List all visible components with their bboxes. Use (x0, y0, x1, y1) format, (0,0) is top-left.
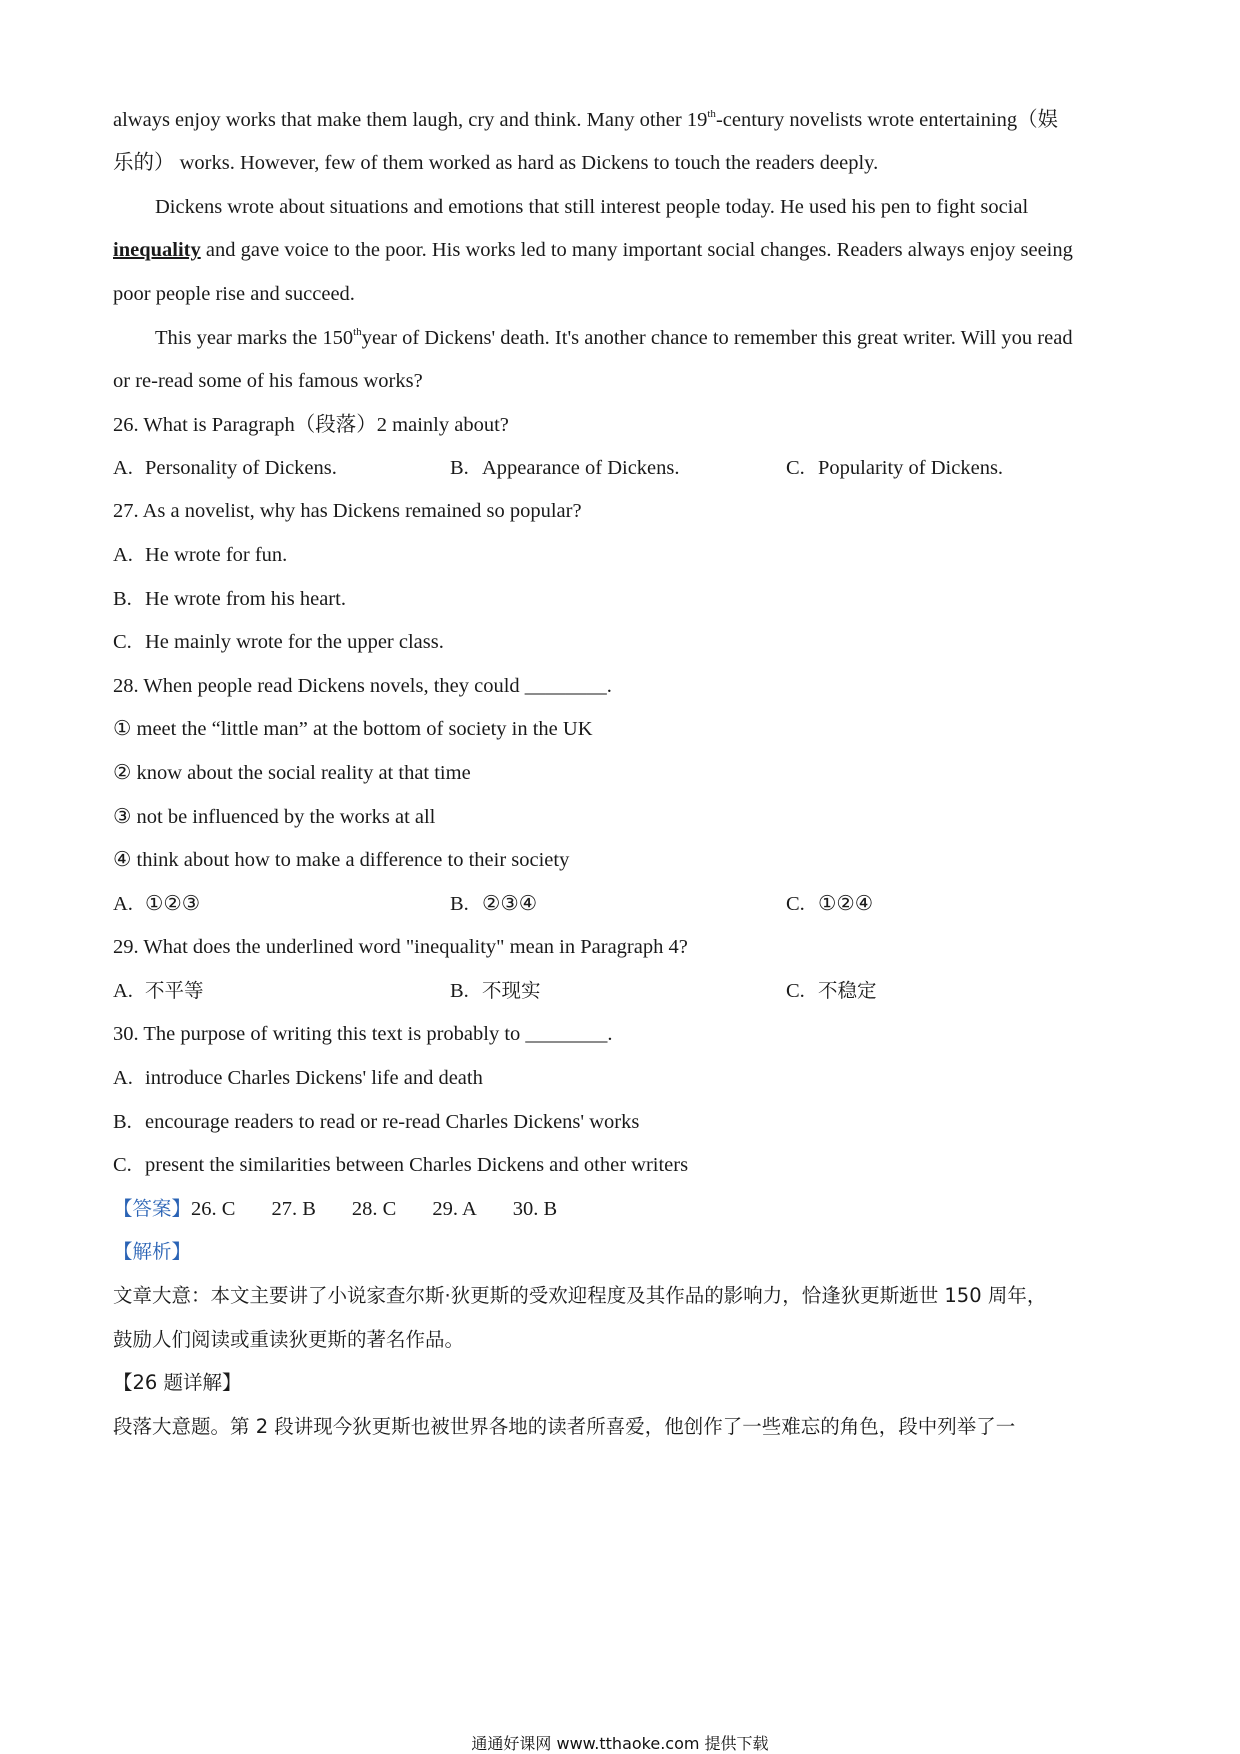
passage-line (113, 106, 1058, 134)
analysis-summary: 文章大意：本文主要讲了小说家查尔斯·狄更斯的受欢迎程度及其作品的影响力，恰逢狄更斯逝世 150 周年， (113, 1284, 1047, 1307)
question-27-stem: 27. As a novelist, why has Dickens remained so popular? (113, 500, 582, 522)
passage-text: -century novelists wrote entertaining（娱 (715, 109, 1059, 131)
option-b[interactable]: B. He wrote from his heart. (113, 588, 346, 610)
answer-tag: 【答案】 (113, 1197, 192, 1220)
option-b[interactable]: B. ②③④ (450, 893, 538, 915)
passage-text: always enjoy works that make them laugh, cry and think. Many other 19 (113, 109, 708, 131)
option-c[interactable]: C. ①②④ (786, 893, 874, 915)
option-a[interactable]: A. 不平等 (113, 979, 204, 1002)
q26-detail-text: 段落大意题。第 2 段讲现今狄更斯也被世界各地的读者所喜爱，他创作了一些难忘的角色，段中列举了一 (113, 1415, 1016, 1438)
answer-line (113, 1195, 557, 1223)
passage-text: This year marks the 150 (155, 327, 354, 349)
option-c[interactable]: C. present the similarities between Charles Dickens and other writers (113, 1154, 689, 1176)
option-b[interactable]: B. encourage readers to read or re-read Charles Dickens' works (113, 1111, 640, 1133)
option-c[interactable]: C. Popularity of Dickens. (786, 457, 1004, 479)
superscript: th (707, 108, 716, 120)
answer-30: 30. B (512, 1198, 558, 1220)
answer-29: 29. A (432, 1198, 477, 1220)
option-b[interactable]: B. 不现实 (450, 979, 541, 1002)
statement-2: ② know about the social reality at that time (113, 762, 471, 784)
passage-line: or re-read some of his famous works? (113, 370, 423, 392)
q26-detail-heading: 【26 题详解】 (113, 1371, 242, 1394)
question-26-stem: 26. What is Paragraph（段落）2 mainly about? (113, 414, 509, 436)
passage-line (155, 324, 1073, 352)
analysis-tag: 【解析】 (113, 1240, 192, 1263)
analysis-summary: 鼓励人们阅读或重读狄更斯的著名作品。 (113, 1328, 465, 1351)
passage-line: Dickens wrote about situations and emotions that still interest people today. He used his pen to fight social (155, 196, 1029, 218)
passage-text: year of Dickens' death. It's another chance to remember this great writer. Will you read (361, 327, 1073, 349)
option-a[interactable]: A. Personality of Dickens. (113, 457, 337, 479)
option-c[interactable]: C. He mainly wrote for the upper class. (113, 631, 444, 653)
page-footer: 通通好课网 www.tthaoke.com 提供下载 (471, 1734, 769, 1753)
question-29-stem: 29. What does the underlined word "inequality" mean in Paragraph 4? (113, 936, 688, 958)
question-30-stem: 30. The purpose of writing this text is probably to ________. (113, 1023, 613, 1045)
answer-28: 28. C (351, 1198, 397, 1220)
passage-line (113, 236, 1073, 264)
question-28-stem: 28. When people read Dickens novels, they could ________. (113, 675, 612, 697)
statement-1: ① meet the “little man” at the bottom of society in the UK (113, 718, 593, 740)
option-a[interactable]: A. He wrote for fun. (113, 544, 288, 566)
statement-4: ④ think about how to make a difference to their society (113, 849, 570, 871)
passage-text: and gave voice to the poor. His works led to many important social changes. Readers always enjoy seeing (200, 239, 1073, 261)
passage-line: poor people rise and succeed. (113, 283, 355, 305)
superscript: th (353, 326, 362, 338)
underlined-word: inequality (113, 239, 201, 261)
option-a[interactable]: A. introduce Charles Dickens' life and death (113, 1067, 483, 1089)
option-c[interactable]: C. 不稳定 (786, 979, 877, 1002)
answer-26: 26. C (191, 1198, 236, 1220)
option-a[interactable]: A. ①②③ (113, 893, 201, 915)
answer-27: 27. B (271, 1198, 316, 1220)
option-b[interactable]: B. Appearance of Dickens. (450, 457, 680, 479)
passage-line: 乐的） works. However, few of them worked as hard as Dickens to touch the readers deeply. (113, 152, 879, 174)
statement-3: ③ not be influenced by the works at all (113, 806, 436, 828)
